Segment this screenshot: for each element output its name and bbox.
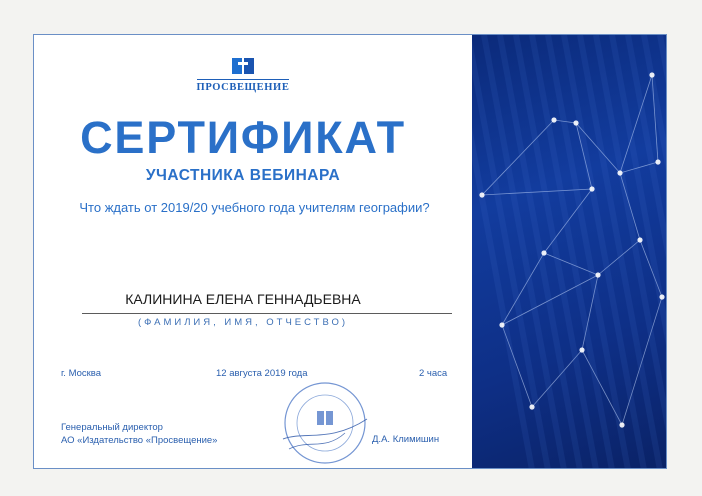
logo-mark-icon	[232, 56, 254, 76]
certificate-title: СЕРТИФИКАТ	[80, 112, 406, 163]
logo-text: ПРОСВЕЩЕНИЕ	[196, 82, 290, 93]
director-block	[61, 421, 217, 447]
name-caption: (ФАМИЛИЯ, ИМЯ, ОТЧЕСТВО)	[137, 317, 349, 328]
decorative-network-panel	[472, 35, 667, 469]
publisher-logo	[189, 56, 297, 93]
official-stamp	[275, 373, 375, 469]
issue-date: 12 августа 2019 года	[216, 368, 308, 379]
city: г. Москва	[61, 368, 102, 379]
webinar-topic: Что ждать от 2019/20 учебного года учителям географии?	[79, 200, 430, 215]
participant-name: КАЛИНИНА ЕЛЕНА ГЕННАДЬЕВНА	[125, 291, 361, 307]
duration: 2 часа	[419, 368, 448, 379]
certificate-subtitle: УЧАСТНИКА ВЕБИНАРА	[145, 167, 341, 184]
director-title: Генеральный директор	[61, 422, 163, 433]
certificate-sheet	[33, 34, 667, 469]
name-underline	[82, 313, 452, 314]
director-org: АО «Издательство «Просвещение»	[61, 435, 218, 446]
signer-name: Д.А. Климишин	[372, 434, 440, 445]
